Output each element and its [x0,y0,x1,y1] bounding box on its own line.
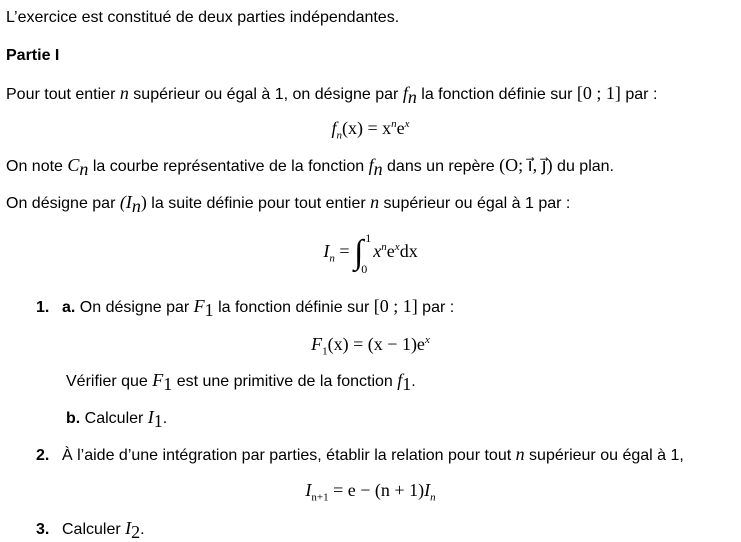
paragraph-sequence: On désigne par $(I_n)$ la suite définie pour tout entier n supérieur ou égal à 1 par : [6,192,571,217]
paragraph-curve: On note $C_n$ la courbe représentative de la fonction $f_n$ dans un repère (O; ı⃗, ȷ⃗) du plan. [6,155,614,180]
equation-integral: $I_n$ = ∫ 1 0 $x^ne^xdx$ [323,230,418,276]
question-1a-verify: Vérifier que $F_1$ est une primitive de la fonction $f_1$. [66,370,416,395]
equation-fn: $f_n(x) = x^ne^x$ [331,118,410,142]
question-2: 2. À l’aide d’une intégration par parties, établir la relation pour tout n supérieur ou égal à 1, [36,444,684,464]
equation-recurrence: $I_{n+1} = e - (n + 1)I_n$ [305,480,436,504]
question-1b: b. Calculer $I_1$. [66,407,168,432]
equation-F1: $F_1(x) = (x - 1)e^x$ [311,334,430,358]
paragraph-definition-fn: Pour tout entier n supérieur ou égal à 1, on désigne par $f_n$ la fonction définie sur [0 ; 1] par : [6,83,658,108]
intro-text: L’exercice est constitué de deux parties indépendantes. [6,9,400,26]
question-1a: 1. a. On désigne par $F_1$ la fonction définie sur [0 ; 1] par : [36,296,455,321]
part-title: Partie I [6,47,60,64]
integral-sign: ∫ [353,234,364,271]
question-3: 3. Calculer $I_2$. [36,518,145,542]
